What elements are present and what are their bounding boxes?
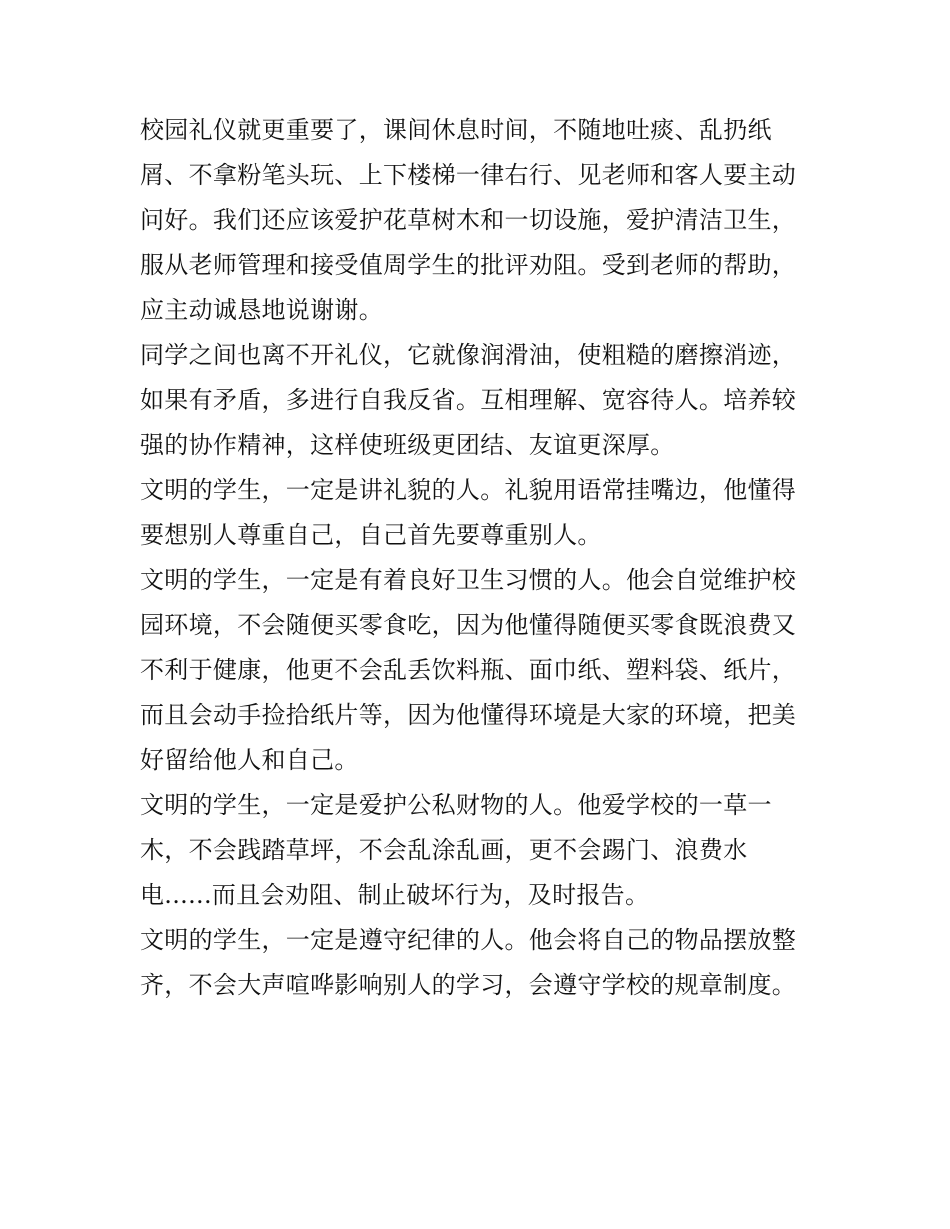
text-line: 电......而且会劝阻、制止破坏行为，及时报告。 xyxy=(140,881,650,909)
text-line: 应主动诚恳地说谢谢。 xyxy=(140,296,383,324)
text-line: 屑、不拿粉笔头玩、上下楼梯一律右行、见老师和客人要主动 xyxy=(140,161,797,189)
text-line: 齐，不会大声喧哗影响别人的学习，会遵守学校的规章制度。 xyxy=(140,971,797,999)
text-line: 校园礼仪就更重要了，课间休息时间，不随地吐痰、乱扔纸 xyxy=(140,116,772,144)
text-line: 不利于健康，他更不会乱丢饮料瓶、面巾纸、塑料袋、纸片， xyxy=(140,656,797,684)
text-line: 文明的学生，一定是遵守纪律的人。他会将自己的物品摆放整 xyxy=(140,926,797,954)
text-line: 文明的学生，一定是讲礼貌的人。礼貌用语常挂嘴边，他懂得 xyxy=(140,476,797,504)
text-line: 文明的学生，一定是爱护公私财物的人。他爱学校的一草一 xyxy=(140,791,772,819)
text-line: 问好。我们还应该爱护花草树木和一切设施，爱护清洁卫生， xyxy=(140,206,797,234)
text-line: 文明的学生，一定是有着良好卫生习惯的人。他会自觉维护校 xyxy=(140,566,797,594)
text-line: 而且会动手捡拾纸片等，因为他懂得环境是大家的环境，把美 xyxy=(140,701,797,729)
text-line: 服从老师管理和接受值周学生的批评劝阻。受到老师的帮助， xyxy=(140,251,797,279)
text-line: 木，不会践踏草坪，不会乱涂乱画，更不会踢门、浪费水 xyxy=(140,836,748,864)
text-line: 园环境，不会随便买零食吃，因为他懂得随便买零食既浪费又 xyxy=(140,611,797,639)
text-line: 如果有矛盾，多进行自我反省。互相理解、宽容待人。培养较 xyxy=(140,386,797,414)
text-line: 好留给他人和自己。 xyxy=(140,746,359,774)
text-line: 同学之间也离不开礼仪，它就像润滑油，使粗糙的磨擦消迹， xyxy=(140,341,797,369)
text-line: 要想别人尊重自己，自己首先要尊重别人。 xyxy=(140,521,602,549)
text-line: 强的协作精神，这样使班级更团结、友谊更深厚。 xyxy=(140,431,675,459)
document-body xyxy=(140,108,820,1008)
